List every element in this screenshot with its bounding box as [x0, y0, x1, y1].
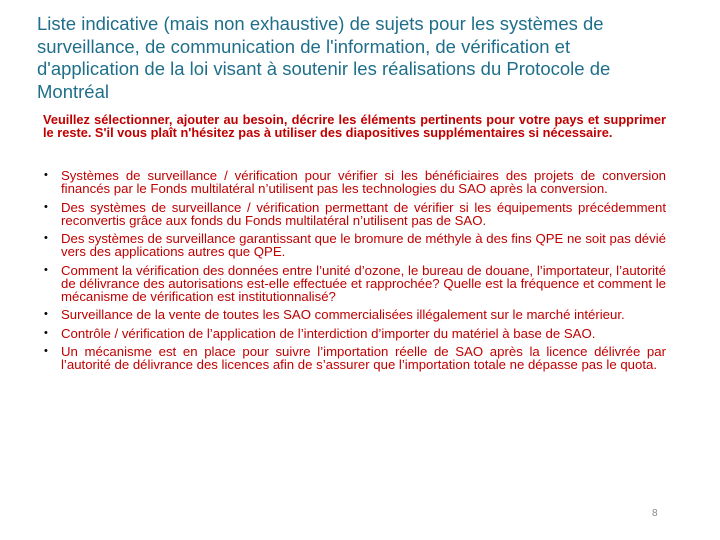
slide-title: Liste indicative (mais non exhaustive) de sujets pour les systèmes de surveillance, de communication de l'information, de vérification et d'application de la loi visant à soutenir les réalisations du Protocole de Montréal — [37, 13, 611, 102]
list-item-text: Systèmes de surveillance / vérification pour vérifier si les bénéficiaires des projets de conversion financés par le Fonds multilatéral n’utilisent pas les technologies du SAO après la conversion. — [61, 168, 666, 196]
list-item-text: Surveillance de la vente de toutes les SAO commercialisées illégalement sur le marché intérieur. — [61, 307, 625, 322]
instructions-text: Veuillez sélectionner, ajouter au besoin, décrire les éléments pertinents pour votre pays et supprimer le reste. S'il vous plaît n'hésitez pas à utiliser des diapositives supplémentaires si nécessaire. — [43, 112, 666, 140]
list-item — [43, 308, 666, 321]
bullet-icon: • — [44, 263, 48, 276]
list-item-text: Des systèmes de surveillance / vérification permettant de vérifier si les équipements précédemment reconvertis grâce aux fonds du Fonds multilatéral n’utilisent pas de SAO. — [61, 199, 666, 228]
bullet-icon: • — [44, 308, 48, 320]
list-item-text: Des systèmes de surveillance garantissant que le bromure de méthyle à des fins QPE ne soit pas dévié vers des applications autres que QPE. — [61, 231, 666, 259]
list-item-text: Contrôle / vérification de l’application de l’interdiction d’importer du matériel à base de SAO. — [61, 325, 596, 341]
bullet-icon: • — [44, 345, 48, 357]
list-item — [43, 232, 666, 258]
list-item — [43, 169, 666, 195]
list-item — [43, 264, 666, 303]
list-item-text: Un mécanisme est en place pour suivre l’importation réelle de SAO après la licence délivrée par l’autorité de délivrance des licences afin de s’assurer que l’importation totale ne dépasse pas le quota. — [61, 344, 666, 372]
list-item-text: Comment la vérification des données entre l’unité d’ozone, le bureau de douane, l’importateur, l’autorité de délivrance des autorisations est-elle effectuée et rapprochée? Quelle est la fréquence et comment le mécanisme de vérification est institutionnalisé? — [61, 262, 666, 304]
bullet-icon: • — [44, 169, 48, 181]
list-item — [43, 201, 666, 227]
bullet-icon: • — [44, 200, 48, 213]
list-item — [43, 327, 666, 340]
bullet-icon: • — [44, 232, 48, 244]
page-number: 8 — [652, 508, 658, 519]
topic-list — [43, 169, 666, 377]
bullet-icon: • — [44, 326, 48, 339]
list-item — [43, 345, 666, 371]
